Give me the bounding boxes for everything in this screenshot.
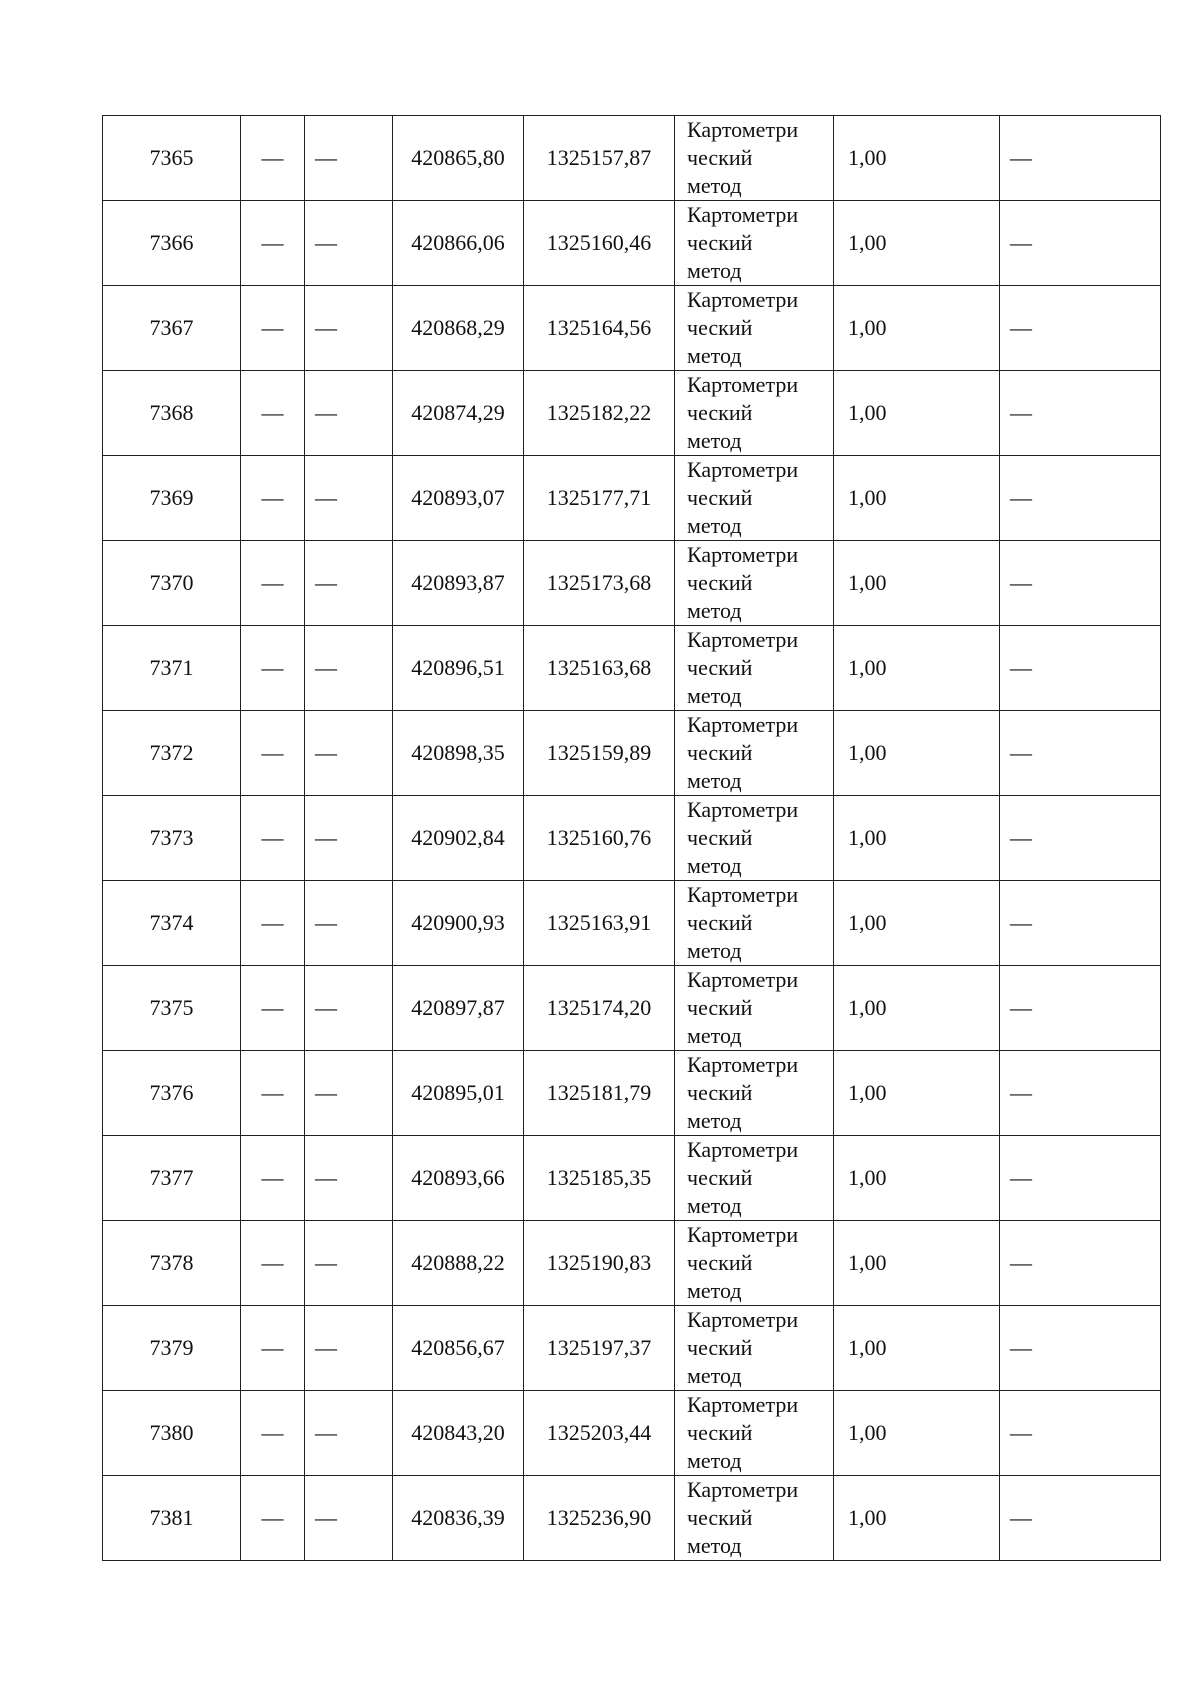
empty-value-cell: —: [305, 796, 393, 881]
empty-value-cell: —: [1000, 1221, 1161, 1306]
empty-value-cell: —: [305, 1476, 393, 1561]
point-number-cell: 7366: [103, 201, 241, 286]
point-number-cell: 7381: [103, 1476, 241, 1561]
coordinate-y-cell: 1325181,79: [524, 1051, 675, 1136]
accuracy-cell: 1,00: [834, 711, 1000, 796]
method-cell: [675, 881, 834, 966]
empty-value-cell: —: [1000, 711, 1161, 796]
coordinate-x-cell: 420902,84: [393, 796, 524, 881]
method-text-line: Картометри: [687, 202, 799, 227]
empty-value-cell: —: [305, 1221, 393, 1306]
point-number-cell: 7373: [103, 796, 241, 881]
point-number-cell: 7368: [103, 371, 241, 456]
empty-value-cell: —: [241, 116, 305, 201]
empty-value-cell: —: [241, 626, 305, 711]
coordinate-y-cell: 1325163,68: [524, 626, 675, 711]
empty-value-cell: —: [1000, 1051, 1161, 1136]
empty-value-cell: —: [305, 966, 393, 1051]
empty-value-cell: —: [241, 796, 305, 881]
empty-value-cell: —: [1000, 541, 1161, 626]
method-cell: [675, 1476, 834, 1561]
method-text-line: Картометри: [687, 712, 799, 737]
empty-value-cell: —: [241, 1051, 305, 1136]
method-cell: [675, 286, 834, 371]
coordinate-y-cell: 1325185,35: [524, 1136, 675, 1221]
coordinate-x-cell: 420898,35: [393, 711, 524, 796]
coordinate-y-cell: 1325174,20: [524, 966, 675, 1051]
coordinate-x-cell: 420856,67: [393, 1306, 524, 1391]
method-text-line: ческий: [687, 995, 753, 1020]
coordinate-x-cell: 420893,07: [393, 456, 524, 541]
coordinate-y-cell: 1325236,90: [524, 1476, 675, 1561]
method-text-line: метод: [687, 1363, 742, 1388]
accuracy-cell: 1,00: [834, 371, 1000, 456]
table-row: [103, 966, 1161, 1051]
method-text-line: метод: [687, 1448, 742, 1473]
accuracy-cell: 1,00: [834, 796, 1000, 881]
table-row: [103, 1306, 1161, 1391]
method-text-line: метод: [687, 428, 742, 453]
accuracy-cell: 1,00: [834, 456, 1000, 541]
point-number-cell: 7372: [103, 711, 241, 796]
method-text-line: ческий: [687, 570, 753, 595]
method-text-line: Картометри: [687, 1222, 799, 1247]
method-text-line: ческий: [687, 910, 753, 935]
coordinate-y-cell: 1325173,68: [524, 541, 675, 626]
empty-value-cell: —: [305, 541, 393, 626]
method-text-line: метод: [687, 1023, 742, 1048]
point-number-cell: 7365: [103, 116, 241, 201]
table-row: [103, 286, 1161, 371]
coordinate-y-cell: 1325164,56: [524, 286, 675, 371]
empty-value-cell: —: [1000, 1136, 1161, 1221]
method-text-line: ческий: [687, 1335, 753, 1360]
empty-value-cell: —: [305, 711, 393, 796]
method-cell: [675, 541, 834, 626]
empty-value-cell: —: [241, 881, 305, 966]
method-cell: [675, 1136, 834, 1221]
table-row: [103, 1476, 1161, 1561]
method-text-line: метод: [687, 343, 742, 368]
table-row: [103, 371, 1161, 456]
table-body: [103, 116, 1161, 1561]
coordinate-y-cell: 1325157,87: [524, 116, 675, 201]
empty-value-cell: —: [305, 1136, 393, 1221]
table-row: [103, 1221, 1161, 1306]
accuracy-cell: 1,00: [834, 881, 1000, 966]
method-cell: [675, 456, 834, 541]
empty-value-cell: —: [241, 1221, 305, 1306]
method-text-line: ческий: [687, 1165, 753, 1190]
coordinate-y-cell: 1325160,76: [524, 796, 675, 881]
accuracy-cell: 1,00: [834, 286, 1000, 371]
coordinate-y-cell: 1325177,71: [524, 456, 675, 541]
empty-value-cell: —: [305, 371, 393, 456]
method-cell: [675, 626, 834, 711]
empty-value-cell: —: [241, 1306, 305, 1391]
empty-value-cell: —: [1000, 201, 1161, 286]
coordinate-y-cell: 1325160,46: [524, 201, 675, 286]
empty-value-cell: —: [305, 1306, 393, 1391]
method-text-line: метод: [687, 598, 742, 623]
accuracy-cell: 1,00: [834, 116, 1000, 201]
empty-value-cell: —: [241, 201, 305, 286]
accuracy-cell: 1,00: [834, 541, 1000, 626]
point-number-cell: 7374: [103, 881, 241, 966]
method-text-line: Картометри: [687, 627, 799, 652]
empty-value-cell: —: [1000, 1306, 1161, 1391]
method-cell: [675, 1051, 834, 1136]
table-row: [103, 711, 1161, 796]
table-row: [103, 1136, 1161, 1221]
method-cell: [675, 116, 834, 201]
method-text-line: метод: [687, 853, 742, 878]
empty-value-cell: —: [1000, 1476, 1161, 1561]
method-text-line: метод: [687, 258, 742, 283]
method-cell: [675, 796, 834, 881]
empty-value-cell: —: [241, 966, 305, 1051]
method-text-line: метод: [687, 683, 742, 708]
coordinate-x-cell: 420843,20: [393, 1391, 524, 1476]
point-number-cell: 7370: [103, 541, 241, 626]
method-text-line: ческий: [687, 825, 753, 850]
empty-value-cell: —: [305, 881, 393, 966]
method-text-line: Картометри: [687, 1052, 799, 1077]
accuracy-cell: 1,00: [834, 626, 1000, 711]
method-text-line: ческий: [687, 1420, 753, 1445]
coordinate-x-cell: 420874,29: [393, 371, 524, 456]
empty-value-cell: —: [305, 626, 393, 711]
method-text-line: метод: [687, 1278, 742, 1303]
method-text-line: ческий: [687, 1080, 753, 1105]
coordinate-x-cell: 420866,06: [393, 201, 524, 286]
coordinate-y-cell: 1325182,22: [524, 371, 675, 456]
accuracy-cell: 1,00: [834, 966, 1000, 1051]
method-text-line: ческий: [687, 740, 753, 765]
table-row: [103, 456, 1161, 541]
method-cell: [675, 1306, 834, 1391]
method-cell: [675, 201, 834, 286]
accuracy-cell: 1,00: [834, 201, 1000, 286]
coordinate-x-cell: 420888,22: [393, 1221, 524, 1306]
empty-value-cell: —: [241, 711, 305, 796]
table-row: [103, 116, 1161, 201]
method-text-line: Картометри: [687, 1392, 799, 1417]
coordinates-table: [102, 115, 1161, 1561]
coordinate-y-cell: 1325159,89: [524, 711, 675, 796]
empty-value-cell: —: [1000, 626, 1161, 711]
point-number-cell: 7379: [103, 1306, 241, 1391]
table-row: [103, 541, 1161, 626]
method-text-line: метод: [687, 1108, 742, 1133]
table-row: [103, 881, 1161, 966]
method-text-line: ческий: [687, 1505, 753, 1530]
coordinate-x-cell: 420896,51: [393, 626, 524, 711]
coordinate-y-cell: 1325203,44: [524, 1391, 675, 1476]
empty-value-cell: —: [241, 541, 305, 626]
empty-value-cell: —: [1000, 456, 1161, 541]
empty-value-cell: —: [305, 1391, 393, 1476]
method-text-line: ческий: [687, 315, 753, 340]
method-text-line: Картометри: [687, 797, 799, 822]
coordinate-x-cell: 420893,87: [393, 541, 524, 626]
empty-value-cell: —: [241, 1476, 305, 1561]
coordinate-x-cell: 420893,66: [393, 1136, 524, 1221]
method-text-line: ческий: [687, 655, 753, 680]
empty-value-cell: —: [1000, 881, 1161, 966]
empty-value-cell: —: [1000, 966, 1161, 1051]
coordinate-x-cell: 420865,80: [393, 116, 524, 201]
point-number-cell: 7376: [103, 1051, 241, 1136]
point-number-cell: 7375: [103, 966, 241, 1051]
method-text-line: ческий: [687, 400, 753, 425]
method-text-line: Картометри: [687, 1137, 799, 1162]
empty-value-cell: —: [305, 1051, 393, 1136]
method-cell: [675, 966, 834, 1051]
point-number-cell: 7367: [103, 286, 241, 371]
point-number-cell: 7369: [103, 456, 241, 541]
method-text-line: ческий: [687, 1250, 753, 1275]
coordinate-x-cell: 420895,01: [393, 1051, 524, 1136]
point-number-cell: 7378: [103, 1221, 241, 1306]
empty-value-cell: —: [305, 286, 393, 371]
table-row: [103, 201, 1161, 286]
method-text-line: Картометри: [687, 117, 799, 142]
empty-value-cell: —: [241, 456, 305, 541]
method-text-line: метод: [687, 1193, 742, 1218]
coordinate-x-cell: 420900,93: [393, 881, 524, 966]
method-cell: [675, 371, 834, 456]
point-number-cell: 7371: [103, 626, 241, 711]
table-row: [103, 1391, 1161, 1476]
coordinate-x-cell: 420868,29: [393, 286, 524, 371]
method-text-line: метод: [687, 938, 742, 963]
accuracy-cell: 1,00: [834, 1051, 1000, 1136]
method-text-line: Картометри: [687, 967, 799, 992]
empty-value-cell: —: [241, 371, 305, 456]
empty-value-cell: —: [241, 286, 305, 371]
method-text-line: ческий: [687, 230, 753, 255]
method-cell: [675, 711, 834, 796]
empty-value-cell: —: [305, 201, 393, 286]
point-number-cell: 7377: [103, 1136, 241, 1221]
empty-value-cell: —: [241, 1136, 305, 1221]
coordinate-x-cell: 420836,39: [393, 1476, 524, 1561]
method-text-line: ческий: [687, 485, 753, 510]
empty-value-cell: —: [1000, 796, 1161, 881]
method-text-line: Картометри: [687, 542, 799, 567]
method-text-line: Картометри: [687, 882, 799, 907]
method-text-line: Картометри: [687, 457, 799, 482]
coordinate-y-cell: 1325197,37: [524, 1306, 675, 1391]
method-text-line: Картометри: [687, 372, 799, 397]
method-text-line: Картометри: [687, 287, 799, 312]
accuracy-cell: 1,00: [834, 1221, 1000, 1306]
method-text-line: метод: [687, 768, 742, 793]
accuracy-cell: 1,00: [834, 1306, 1000, 1391]
method-text-line: метод: [687, 173, 742, 198]
empty-value-cell: —: [1000, 286, 1161, 371]
point-number-cell: 7380: [103, 1391, 241, 1476]
table-row: [103, 626, 1161, 711]
empty-value-cell: —: [305, 116, 393, 201]
method-text-line: метод: [687, 1533, 742, 1558]
method-text-line: Картометри: [687, 1307, 799, 1332]
method-text-line: метод: [687, 513, 742, 538]
method-cell: [675, 1391, 834, 1476]
accuracy-cell: 1,00: [834, 1391, 1000, 1476]
empty-value-cell: —: [1000, 1391, 1161, 1476]
coordinate-y-cell: 1325190,83: [524, 1221, 675, 1306]
table-row: [103, 796, 1161, 881]
coordinate-y-cell: 1325163,91: [524, 881, 675, 966]
empty-value-cell: —: [241, 1391, 305, 1476]
accuracy-cell: 1,00: [834, 1476, 1000, 1561]
accuracy-cell: 1,00: [834, 1136, 1000, 1221]
method-text-line: Картометри: [687, 1477, 799, 1502]
coordinate-x-cell: 420897,87: [393, 966, 524, 1051]
table-row: [103, 1051, 1161, 1136]
empty-value-cell: —: [1000, 116, 1161, 201]
empty-value-cell: —: [1000, 371, 1161, 456]
method-cell: [675, 1221, 834, 1306]
method-text-line: ческий: [687, 145, 753, 170]
empty-value-cell: —: [305, 456, 393, 541]
